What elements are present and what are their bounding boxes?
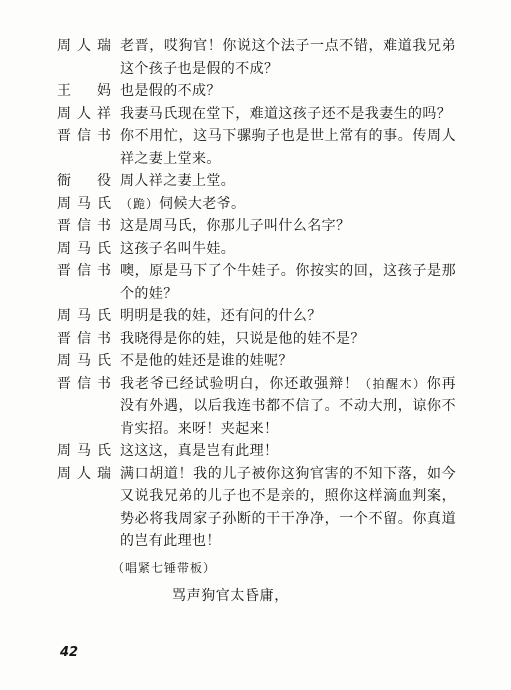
dialogue-entry [0,440,511,463]
speech-text: 这是周马氏，你那儿子叫什么名字？ [120,218,351,234]
speaker-name: 周马氏 [57,195,111,212]
speaker-name: 周人祥 [57,105,111,122]
dialogue-list [0,35,511,607]
speaker-name: 周马氏 [57,443,111,459]
speaker-name: 晋信书 [57,218,111,234]
dialogue-entry [0,80,511,103]
singing-direction: （唱紧七锤带板） [112,560,217,575]
page-number: 42 [60,645,79,660]
speech-text: 明明是我的娃，还有问的什么？ [120,308,322,324]
dialogue-entry [0,328,511,351]
speech-text: 这孩子名叫牛娃。 [120,240,236,257]
sung-lyric-line: 骂声狗官太昏庸， [172,587,289,604]
dialogue-entry [0,463,511,553]
speech-text: 我晓得是你的娃，只说是他的娃不是？ [120,330,365,347]
speaker-name: 周人瑞 [57,465,111,482]
speech-text: 老晋，哎狗官！你说这个法子一点不错，难道我兄弟这个孩子也是假的不成？ [120,38,456,77]
dialogue-entry [0,260,511,305]
speech-text: 也是假的不成？ [120,83,221,99]
speech-text: 我妻马氏现在堂下，难道这孩子还不是我妻生的吗？ [120,105,452,122]
speaker-name: 衙 役 [57,173,111,189]
stage-direction: （跪） [120,196,160,211]
speech-text: 周人祥之妻上堂。 [120,173,236,189]
dialogue-entry [0,193,511,216]
speech-text-body: 我老爷已经试验明白，你还敢强辩！ [120,375,359,392]
speech-text: 满口胡道！我的儿子被你这狗官害的不知下落，如今又说我兄弟的儿子也不是亲的，照你这样滴血判案，势必将我周家子孙断的干干净净，一个不留。你真道的岂有此理也！ [120,465,456,549]
speech-text [120,373,456,441]
speaker-name: 周马氏 [57,240,111,257]
dialogue-entry [0,305,511,328]
speaker-name: 晋信书 [57,263,111,279]
dialogue-entry [0,238,511,261]
dialogue-entry [0,35,511,80]
speaker-name: 王 妈 [57,83,111,99]
speech-text: 这这这，真是岂有此理！ [120,443,279,459]
speaker-name: 周马氏 [57,353,111,369]
speaker-name: 周人瑞 [57,38,111,54]
speaker-name: 周马氏 [57,308,111,324]
speech-text-continuation: 你再没有外遇，以后我连书都不信了。不动大刑，谅你不肯实招。来呀！夹起来！ [120,375,456,437]
dialogue-entry [0,350,511,373]
speech-text: 你不用忙，这马下骡驹子也是世上常有的事。传周人祥之妻上堂来。 [120,128,456,167]
speech-text [120,193,456,216]
dialogue-entry [0,170,511,193]
speech-text: 不是他的娃还是谁的娃呢？ [120,353,293,369]
dialogue-entry [0,125,511,170]
speech-text-body: 伺候大老爷。 [159,195,246,212]
dialogue-entry [0,103,511,126]
dialogue-entry [0,215,511,238]
speech-text: 噢，原是马下了个牛娃子。你按实的回，这孩子是那个的娃？ [120,263,456,302]
stage-direction: （拍醒木） [358,376,427,391]
speaker-name: 晋信书 [57,375,111,392]
speaker-name: 晋信书 [57,128,111,144]
speaker-name: 晋信书 [57,330,111,347]
dialogue-entry [0,373,511,441]
